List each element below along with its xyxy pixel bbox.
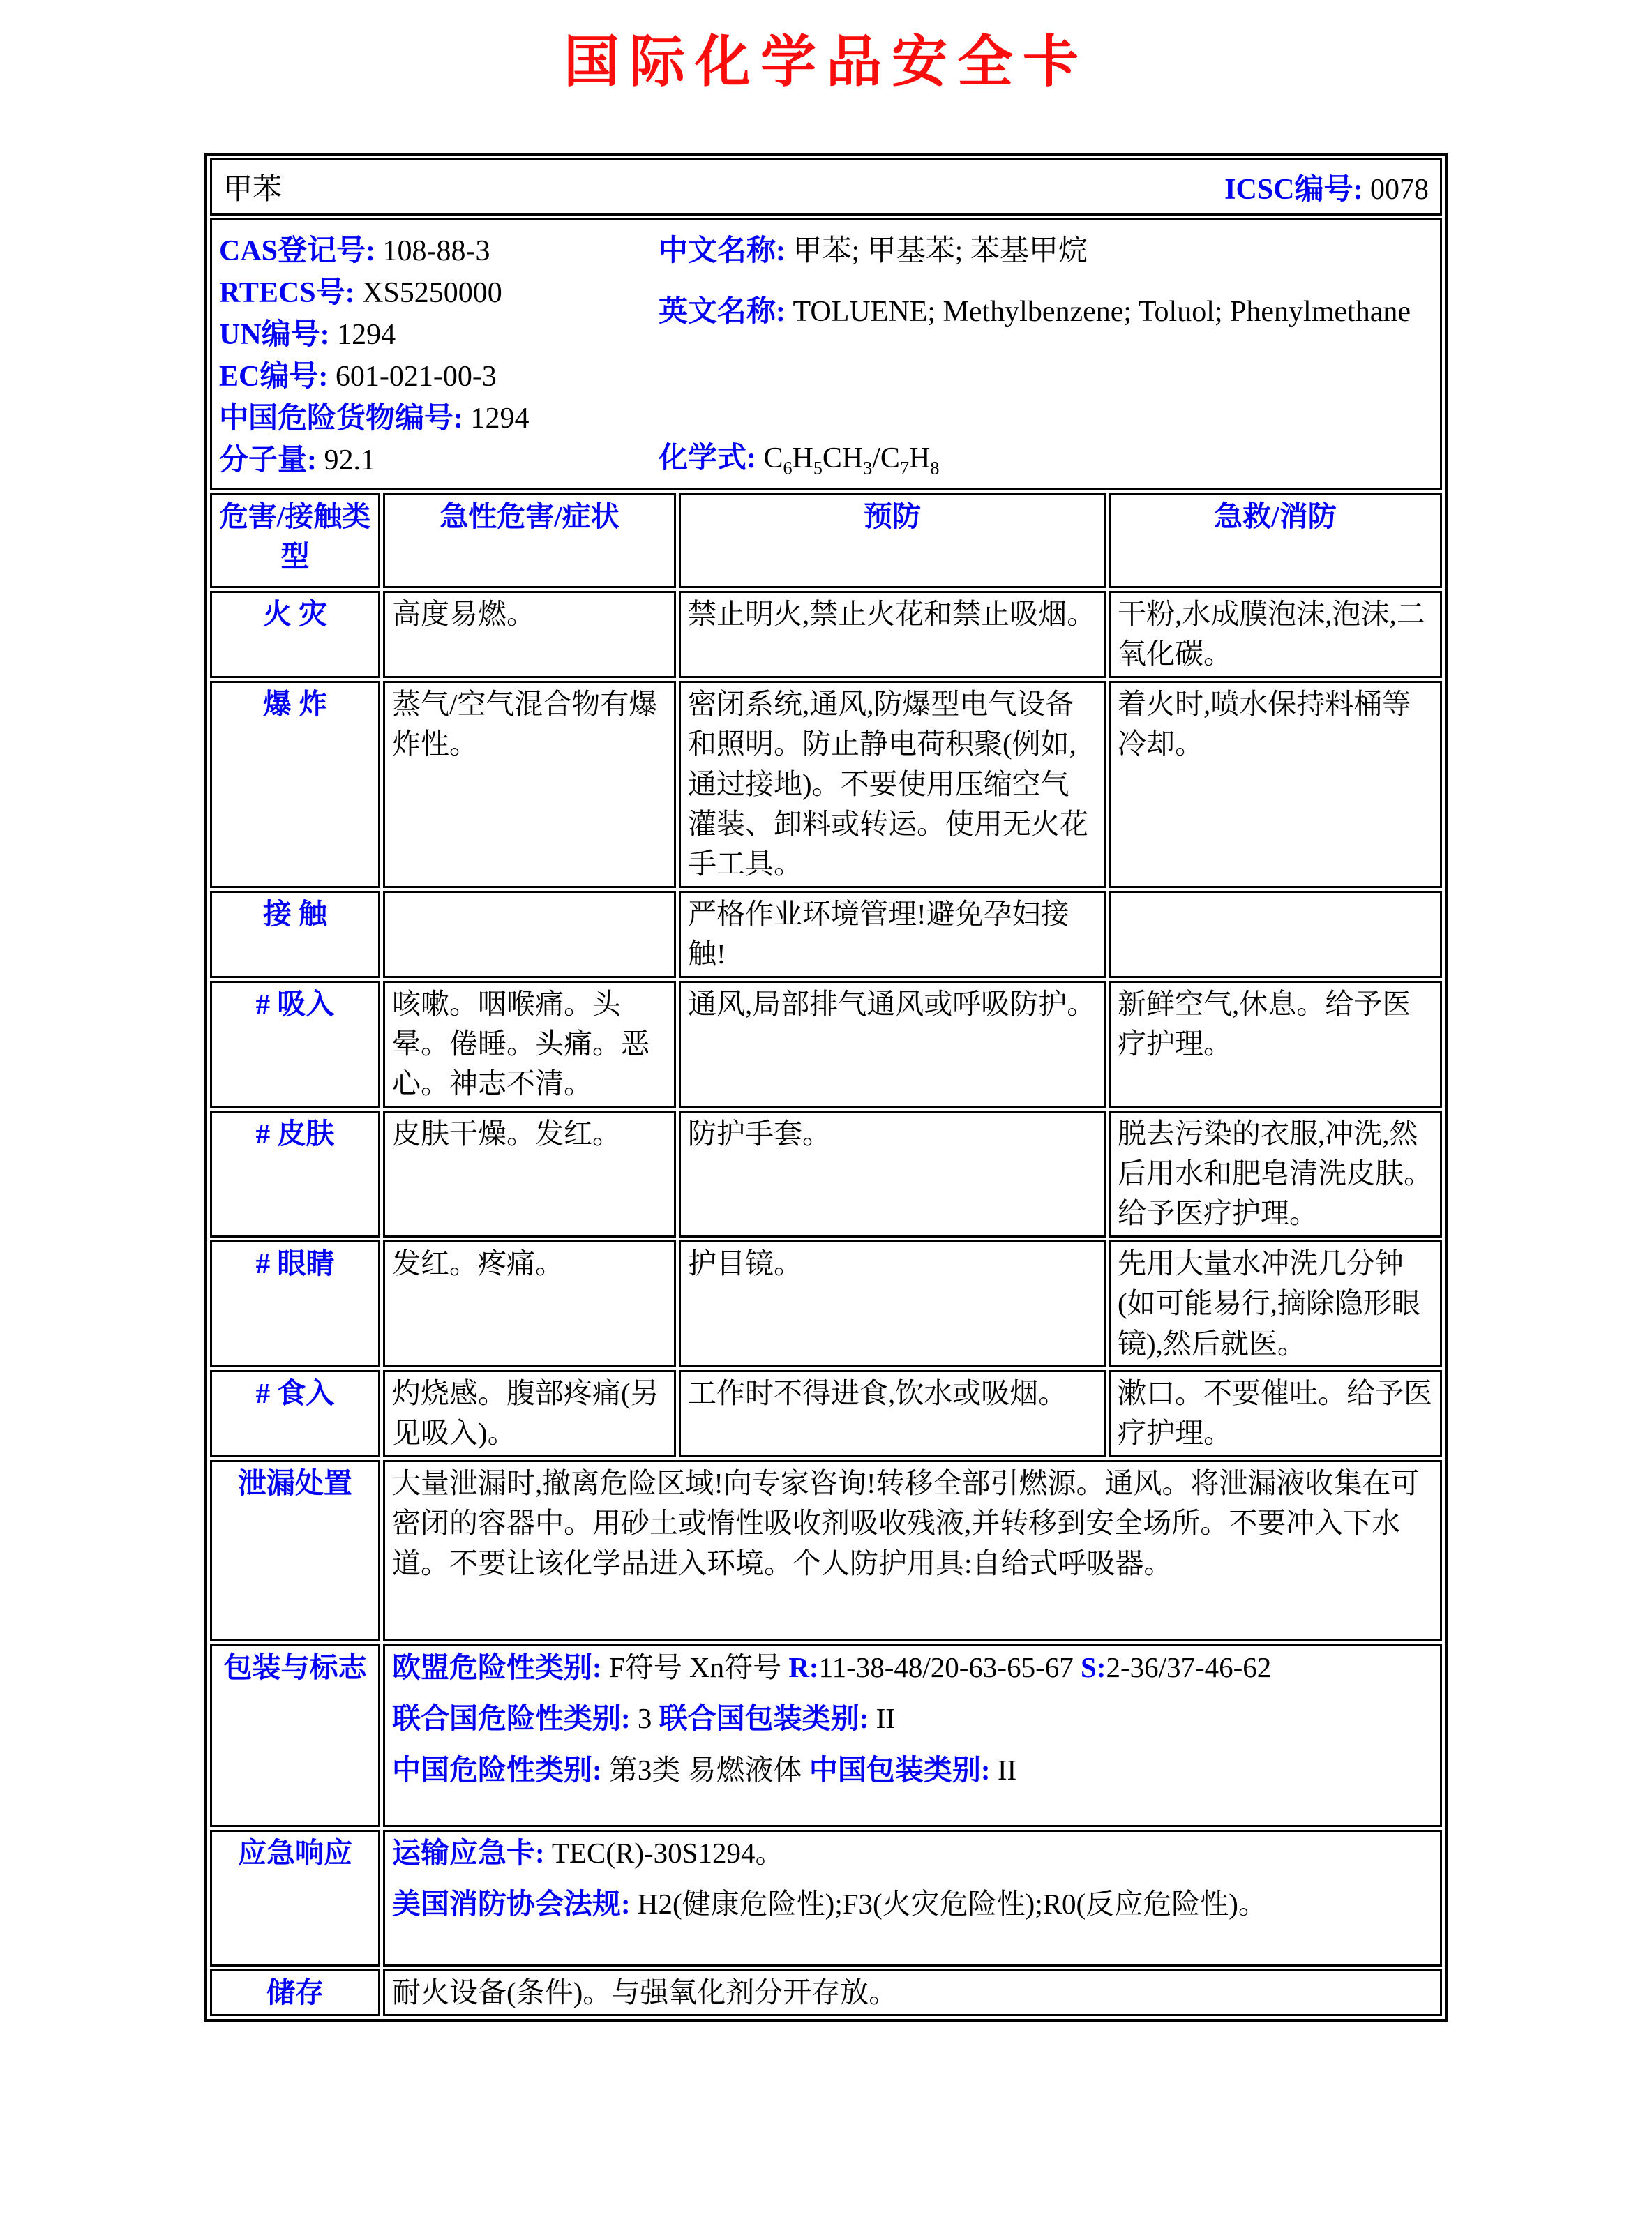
eu-classification-line: 欧盟危险性类别: F符号 Xn符号 R:11-38-48/20-63-65-67 S:2-36/37-46-62	[392, 1651, 1272, 1683]
row-explosion	[210, 681, 1442, 888]
un-number-line	[219, 311, 659, 353]
skin-response: 脱去污染的衣服,冲洗,然后用水和肥皂清洗皮肤。给予医疗护理。	[1109, 1111, 1442, 1238]
row-spill-disposal	[210, 1460, 1442, 1641]
skin-symptoms: 皮肤干燥。发红。	[383, 1111, 676, 1238]
contact-prevention: 严格作业环境管理!避免孕妇接触!	[679, 891, 1106, 978]
chemical-name: 甲苯	[223, 174, 283, 206]
ingestion-prevention: 工作时不得进食,饮水或吸烟。	[679, 1370, 1106, 1457]
eyes-symptoms: 发红。疼痛。	[383, 1240, 676, 1367]
inhalation-prevention: 通风,局部排气通风或呼吸防护。	[679, 981, 1106, 1108]
card-header-row	[210, 158, 1442, 216]
row-ingestion	[210, 1370, 1442, 1457]
chemical-formula-label: 化学式:	[659, 442, 756, 474]
fire-prevention: 禁止明火,禁止火花和禁止吸烟。	[679, 591, 1106, 678]
eyes-prevention: 护目镜。	[679, 1240, 1106, 1367]
eyes-type-label: # 眼睛	[210, 1240, 380, 1367]
storage-text: 耐火设备(条件)。与强氧化剂分开存放。	[383, 1969, 1442, 2016]
spill-text: 大量泄漏时,撤离危险区域!向专家咨询!转移全部引燃源。通风。将泄漏液收集在可密闭的容器中。用砂土或惰性吸收剂吸收残液,并转移到安全场所。不要冲入下水道。不要让该化学品进入环境。个人防护用具:自给式呼吸器。	[383, 1460, 1442, 1641]
header-first-aid: 急救/消防	[1109, 493, 1442, 588]
un-number-label: UN编号:	[219, 319, 330, 351]
spill-type-label: 泄漏处置	[210, 1460, 380, 1641]
header-prevention: 预防	[679, 493, 1106, 588]
inhalation-symptoms: 咳嗽。咽喉痛。头晕。倦睡。头痛。恶心。神志不清。	[383, 981, 676, 1108]
skin-prevention: 防护手套。	[679, 1111, 1106, 1238]
ingestion-response: 漱口。不要催吐。给予医疗护理。	[1109, 1370, 1442, 1457]
china-classification-line: 中国危险性类别: 第3类 易燃液体 中国包装类别: II	[392, 1753, 1017, 1786]
skin-type-label: # 皮肤	[210, 1111, 380, 1238]
cas-number-value: 108-88-3	[382, 235, 490, 267]
icsc-number-value: 0078	[1370, 174, 1429, 206]
row-storage	[210, 1969, 1442, 2016]
cas-number-label: CAS登记号:	[219, 235, 376, 267]
hazard-table	[207, 490, 1445, 2019]
chinese-name-value: 甲苯; 甲基苯; 苯基甲烷	[793, 235, 1088, 267]
nfpa-code-line: 美国消防协会法规: H2(健康危险性);F3(火灾危险性);R0(反应危险性)。	[392, 1888, 1267, 1920]
chemical-formula-value: $C_6H_5CH_3/C_7H_8$	[763, 442, 940, 478]
explosion-symptoms: 蒸气/空气混合物有爆炸性。	[383, 681, 676, 888]
emergency-type-label: 应急响应	[210, 1830, 380, 1967]
cas-number-line	[219, 227, 659, 269]
english-name-line	[659, 290, 1430, 334]
identification-left-column	[219, 227, 659, 479]
row-contact	[210, 891, 1442, 978]
header-acute-symptoms: 急性危害/症状	[383, 493, 676, 588]
transport-emergency-card-line: 运输应急卡: TEC(R)-30S1294。	[392, 1836, 784, 1869]
identification-right-column	[659, 227, 1430, 479]
packaging-text	[383, 1644, 1442, 1827]
packaging-type-label: 包装与标志	[210, 1644, 380, 1827]
row-emergency-response	[210, 1830, 1442, 1967]
storage-type-label: 储存	[210, 1969, 380, 2016]
english-name-value: TOLUENE; Methylbenzene; Toluol; Phenylmethane	[793, 296, 1411, 328]
china-dg-number-value: 1294	[470, 403, 530, 435]
explosion-type-label: 爆 炸	[210, 681, 380, 888]
eyes-response: 先用大量水冲洗几分钟(如可能易行,摘除隐形眼镜),然后就医。	[1109, 1240, 1442, 1367]
molecular-weight-value: 92.1	[324, 444, 375, 476]
icsc-number-label: ICSC编号:	[1224, 174, 1363, 206]
inhalation-type-label: # 吸入	[210, 981, 380, 1108]
header-hazard-type: 危害/接触类型	[210, 493, 380, 588]
molecular-weight-line	[219, 437, 659, 479]
emergency-text	[383, 1830, 1442, 1967]
ingestion-type-label: # 食入	[210, 1370, 380, 1457]
fire-type-label: 火 灾	[210, 591, 380, 678]
chemical-formula-line	[659, 435, 1430, 479]
un-classification-line: 联合国危险性类别: 3 联合国包装类别: II	[392, 1702, 895, 1735]
contact-symptoms	[383, 891, 676, 978]
ec-number-value: 601-021-00-3	[335, 361, 497, 393]
icsc-number-group	[1224, 166, 1429, 208]
fire-symptoms: 高度易燃。	[383, 591, 676, 678]
page-title: 国际化学品安全卡	[564, 32, 1088, 93]
un-number-value: 1294	[337, 319, 396, 351]
row-skin	[210, 1111, 1442, 1238]
contact-type-label: 接 触	[210, 891, 380, 978]
ec-number-line	[219, 353, 659, 395]
ec-number-label: EC编号:	[219, 361, 329, 393]
explosion-response: 着火时,喷水保持料桶等冷却。	[1109, 681, 1442, 888]
chinese-name-label: 中文名称:	[659, 235, 786, 267]
china-dg-number-label: 中国危险货物编号:	[219, 403, 463, 435]
explosion-prevention: 密闭系统,通风,防爆型电气设备和照明。防止静电荷积聚(例如,通过接地)。不要使用压缩空气灌装、卸料或转运。使用无火花手工具。	[679, 681, 1106, 888]
row-packaging-labelling	[210, 1644, 1442, 1827]
row-fire	[210, 591, 1442, 678]
rtecs-number-line	[219, 269, 659, 311]
row-eyes	[210, 1240, 1442, 1367]
rtecs-number-label: RTECS号:	[219, 277, 355, 309]
molecular-weight-label: 分子量:	[219, 444, 317, 476]
chinese-name-line	[659, 227, 1430, 269]
hazard-table-header-row	[210, 493, 1442, 588]
inhalation-response: 新鲜空气,休息。给予医疗护理。	[1109, 981, 1442, 1108]
english-name-label: 英文名称:	[659, 296, 786, 328]
row-inhalation	[210, 981, 1442, 1108]
contact-response	[1109, 891, 1442, 978]
ingestion-symptoms: 灼烧感。腹部疼痛(另见吸入)。	[383, 1370, 676, 1457]
rtecs-number-value: XS5250000	[362, 277, 502, 309]
icsc-card	[204, 153, 1448, 2022]
identification-block	[210, 218, 1442, 490]
china-dg-number-line	[219, 395, 659, 437]
fire-response: 干粉,水成膜泡沫,泡沫,二氧化碳。	[1109, 591, 1442, 678]
